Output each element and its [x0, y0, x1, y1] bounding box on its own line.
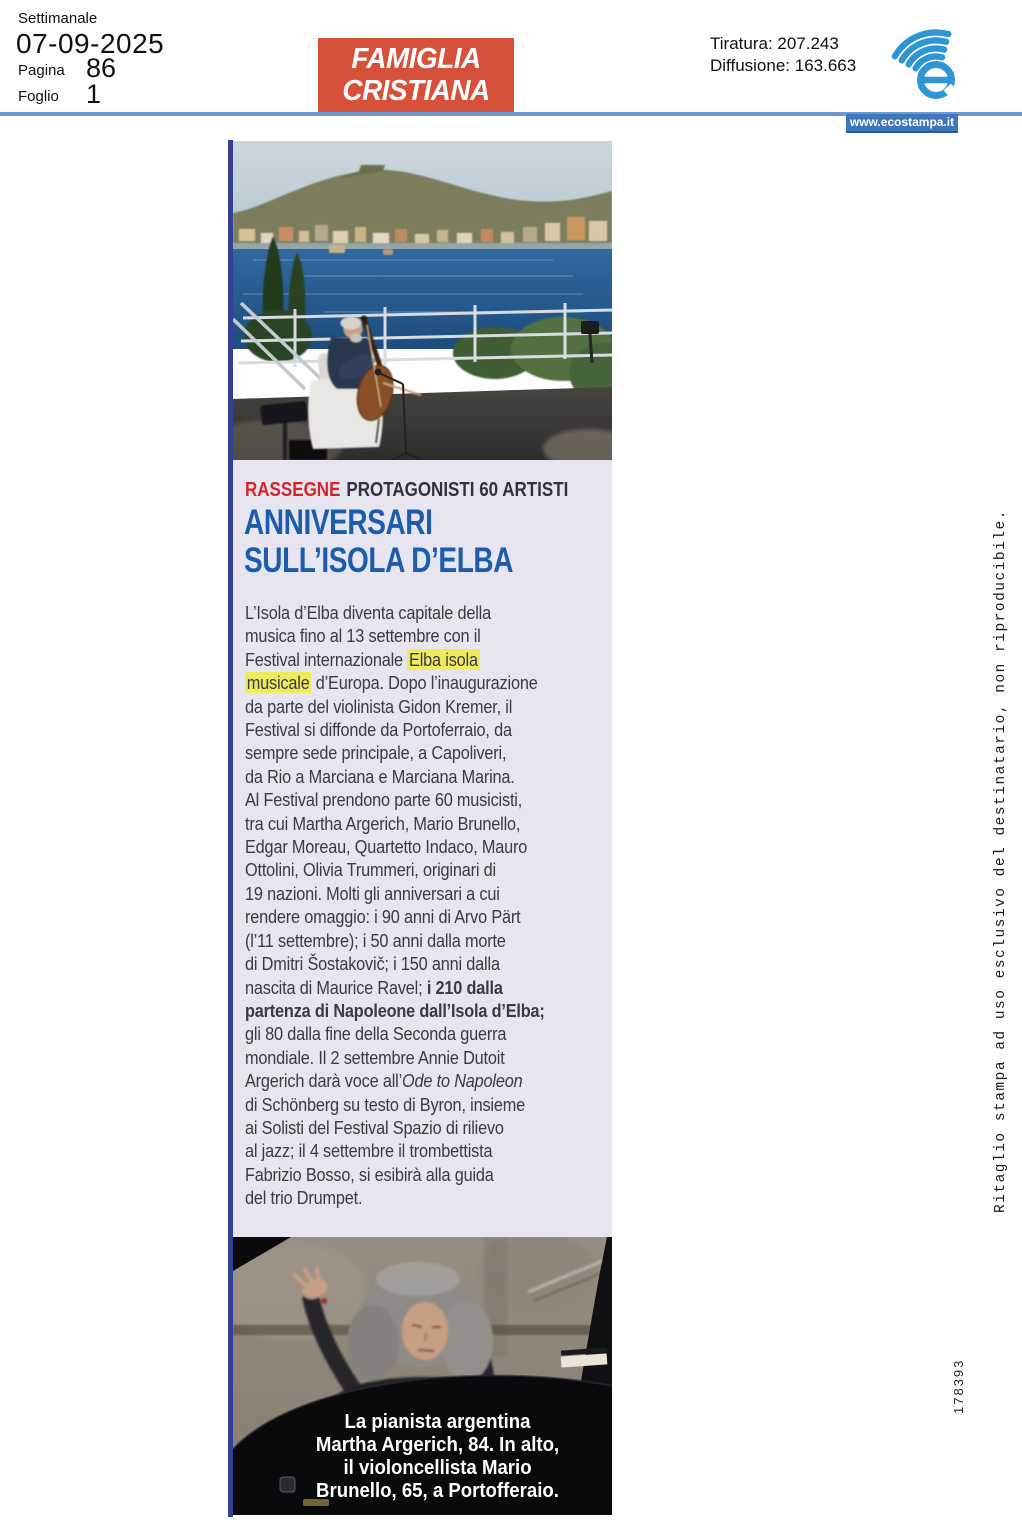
ecostampa-logo-icon: [890, 28, 966, 110]
ecostampa-url-link[interactable]: www.ecostampa.it: [846, 114, 958, 133]
top-photo: [233, 141, 612, 460]
caption-line: il violoncellista Mario: [343, 1457, 532, 1479]
body-line: del trio Drumpet.: [245, 1187, 363, 1209]
photo-caption: [285, 1411, 590, 1503]
sheet-label: Foglio: [18, 88, 59, 105]
kicker-tag: RASSEGNE: [245, 479, 341, 501]
logo-line-1: FAMIGLIA: [351, 43, 481, 75]
diffusione-value: Diffusione: 163.663: [710, 56, 857, 75]
kicker-text: PROTAGONISTI 60 ARTISTI: [346, 479, 569, 501]
body-line: mondiale. Il 2 settembre Annie Dutoit: [245, 1046, 505, 1068]
article-body-block: [233, 460, 612, 1237]
body-line: sempre sede principale, a Capoliveri,: [245, 742, 507, 764]
body-line: rendere omaggio: i 90 anni di Arvo Pärt: [245, 906, 521, 928]
title-line: ANNIVERSARI: [244, 503, 433, 542]
clipping-code: 178393: [951, 1358, 966, 1414]
body-line: Ottolini, Olivia Trummeri, originari di: [245, 859, 496, 881]
frequency-label: Settimanale: [18, 10, 98, 27]
page-label: Pagina: [18, 62, 65, 79]
kicker: [245, 479, 568, 502]
body-line: di Schönberg su testo di Byron, insieme: [245, 1093, 526, 1115]
body-line: Edgar Moreau, Quartetto Indaco, Mauro: [245, 836, 528, 858]
famiglia-cristiana-logo: [318, 38, 514, 112]
body-line: Festival si diffonde da Portoferraio, da: [245, 719, 512, 741]
caption-line: Martha Argerich, 84. In alto,: [315, 1434, 560, 1456]
body-line: ai Solisti del Festival Spazio di rilievo: [245, 1116, 504, 1138]
body-line: da parte del violinista Gidon Kremer, il: [245, 695, 513, 717]
tiratura-value: Tiratura: 207.243: [710, 34, 839, 53]
body-line: di Dmitri Šostakovič; i 150 anni dalla: [245, 953, 500, 975]
body-line: Festival internazionale Elba isola: [245, 648, 478, 670]
body-line: partenza di Napoleone dall’Isola d’Elba;: [245, 999, 545, 1021]
body-line: musica fino al 13 settembre con il: [245, 625, 481, 647]
body-line: nascita di Maurice Ravel; i 210 dalla: [245, 976, 503, 998]
copyright-disclaimer: Ritaglio stampa ad uso esclusivo del destinatario, non riproducibile.: [993, 509, 1009, 1213]
article-title: [244, 504, 580, 580]
body-line: (l’11 settembre); i 50 anni dalla morte: [245, 929, 506, 951]
sheet-number: 1: [86, 79, 102, 109]
caption-line: Brunello, 65, a Portofferaio.: [316, 1480, 559, 1502]
body-line: 19 nazioni. Molti gli anniversari a cui: [245, 882, 500, 904]
body-line: tra cui Martha Argerich, Mario Brunello,: [245, 812, 521, 834]
article-text: [245, 601, 585, 1210]
body-line: Al Festival prendono parte 60 musicisti,: [245, 789, 523, 811]
body-line: Argerich darà voce all’Ode to Napoleon: [245, 1070, 523, 1092]
clip-date: 07-09-2025: [16, 28, 165, 59]
body-line: L’Isola d’Elba diventa capitale della: [245, 602, 492, 623]
body-line: al jazz; il 4 settembre il trombettista: [245, 1140, 493, 1162]
body-line: Fabrizio Bosso, si esibirà alla guida: [245, 1163, 494, 1185]
body-line: da Rio a Marciana e Marciana Marina.: [245, 765, 515, 787]
body-line: musicale d’Europa. Dopo l’inaugurazione: [246, 672, 538, 694]
caption-line: La pianista argentina: [344, 1411, 531, 1433]
body-line: gli 80 dalla fine della Seconda guerra: [245, 1023, 507, 1045]
bottom-photo: [233, 1237, 612, 1515]
page-number: 86: [86, 53, 117, 83]
title-line: SULL’ISOLA D’ELBA: [244, 541, 514, 580]
logo-line-2: CRISTIANA: [342, 75, 490, 107]
